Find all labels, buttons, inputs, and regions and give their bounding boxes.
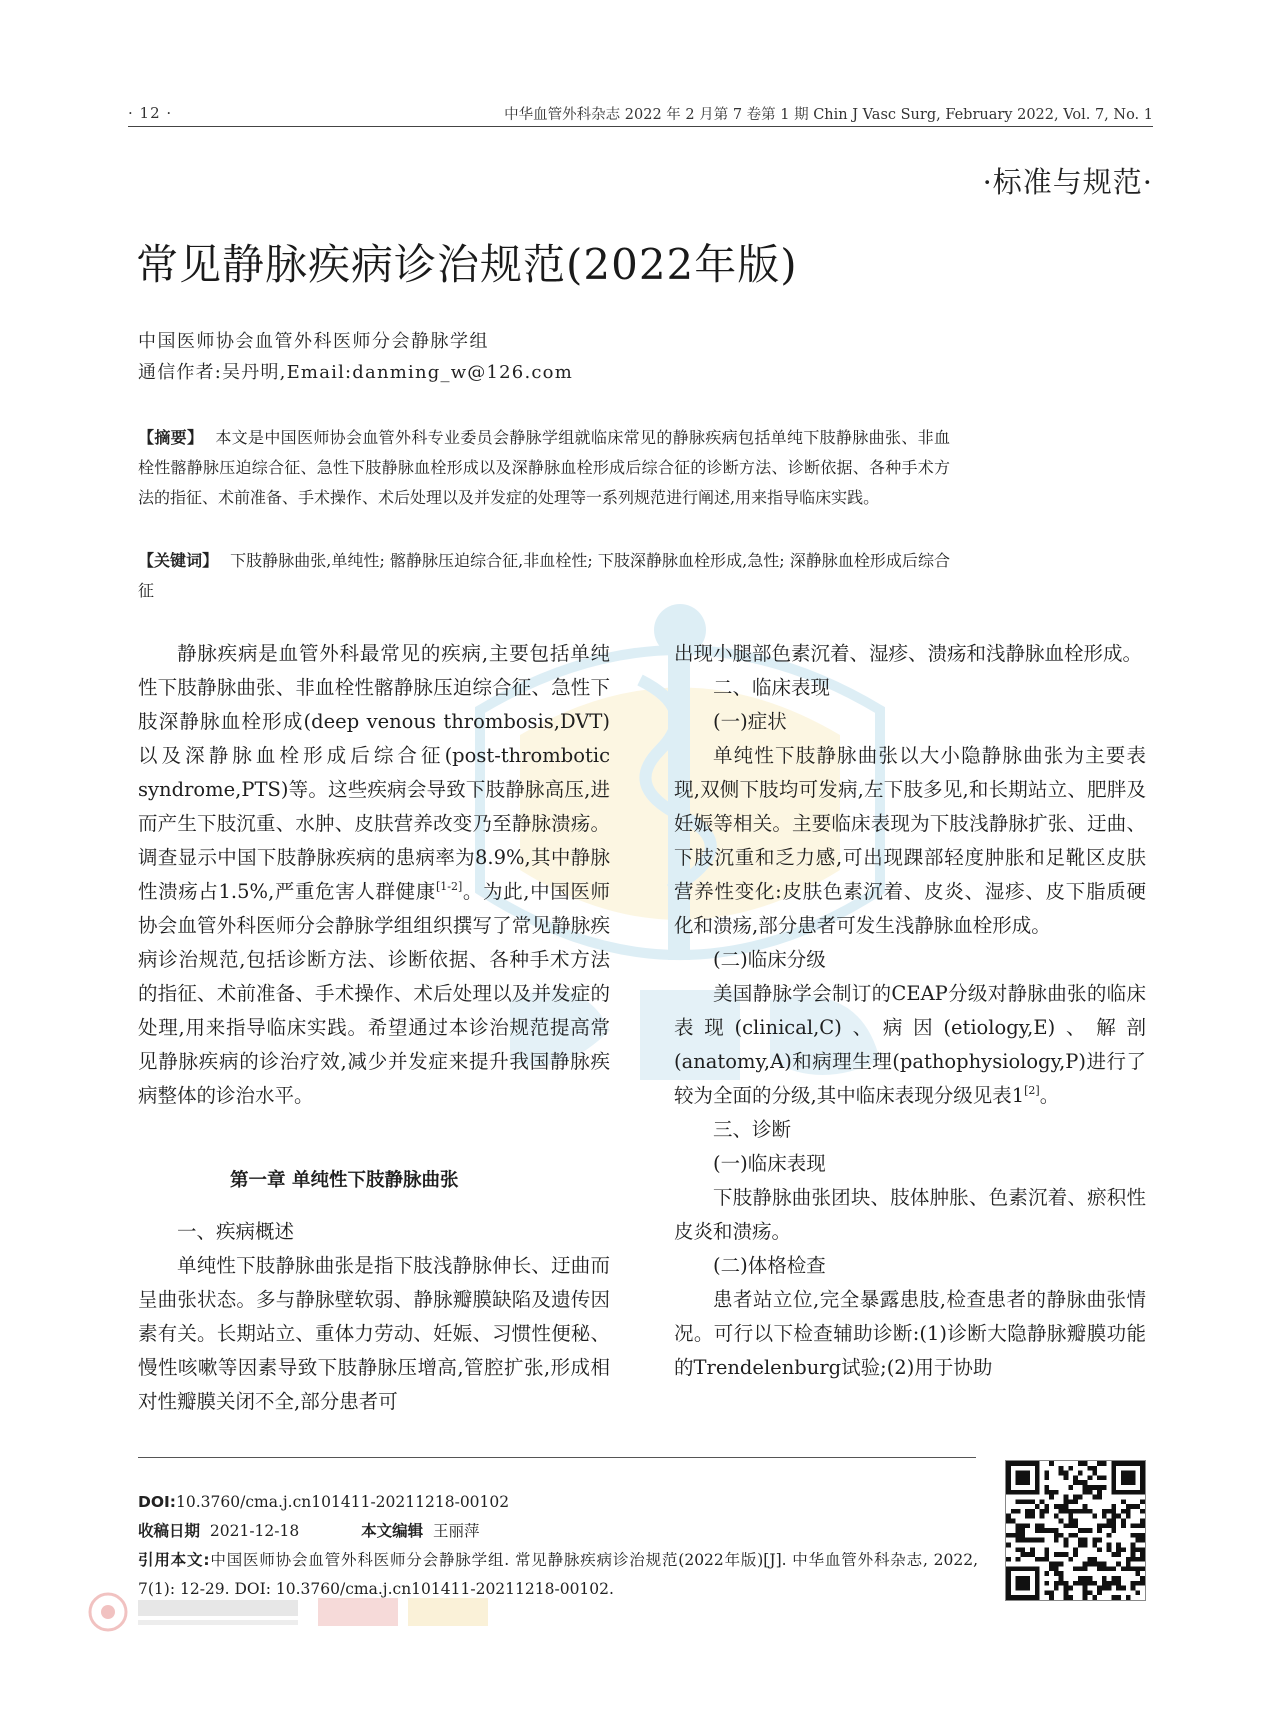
cite-label: 引用本文:	[138, 1551, 210, 1569]
paragraph: 单纯性下肢静脉曲张以大小隐静脉曲张为主要表现,双侧下肢均可发病,左下肢多见,和长期站立、肥胖及妊娠等相关。主要临床表现为下肢浅静脉扩张、迂曲、下肢沉重和乏力感,可出现踝部轻度肿胀和足靴区皮肤营养性变化:皮肤色素沉着、皮炎、湿疹、皮下脂质硬化和溃疡,部分患者可发生浅静脉血栓形成。	[674, 744, 1146, 937]
editor-name: 王丽萍	[433, 1522, 480, 1540]
corresponding-author: 通信作者:吴丹明,Email:danming_w@126.com	[138, 362, 573, 383]
section-heading: 三、诊断	[713, 1118, 792, 1141]
body-column-left	[138, 637, 610, 1419]
publisher-logo-watermark	[86, 1588, 586, 1638]
paragraph-text-b: 。	[1039, 1084, 1060, 1107]
qr-code-icon[interactable]	[1005, 1460, 1146, 1601]
paragraph-text-a: 美国静脉学会制订的CEAP分级对静脉曲张的临床表现(clinical,C)、病因(etiology,E)、解剖(anatomy,A)和病理生理(pathophysiology,P)进行了较为全面的分级,其中临床表现分级见表1	[674, 982, 1146, 1107]
received-date: 2021-12-18	[209, 1522, 300, 1540]
running-header: 中华血管外科杂志 2022 年 2 月第 7 卷第 1 期 Chin J Vasc Surg, February 2022, Vol. 7, No. 1	[504, 107, 1153, 123]
received-line	[138, 1517, 978, 1546]
affiliation: 中国医师协会血管外科医师分会静脉学组	[138, 331, 489, 352]
subsection-heading: (一)症状	[713, 710, 787, 733]
doi-value[interactable]: 10.3760/cma.j.cn101411-20211218-00102	[176, 1493, 510, 1511]
page-number: · 12 ·	[128, 104, 173, 122]
keywords-label: 【关键词】	[138, 551, 219, 570]
abstract-label: 【摘要】	[138, 428, 204, 447]
doi-line	[138, 1488, 978, 1517]
keywords	[138, 546, 950, 606]
keywords-text: 下肢静脉曲张,单纯性; 髂静脉压迫综合征,非血栓性; 下肢深静脉血栓形成,急性; 深静脉血栓形成后综合征	[138, 551, 950, 600]
chapter-heading: 第一章 单纯性下肢静脉曲张	[230, 1170, 459, 1191]
intro-text-b: 。为此,中国医师协会血管外科医师分会静脉学组组织撰写了常见静脉疾病诊治规范,包括诊断方法、诊断依据、各种手术方法的指征、术前准备、手术操作、术后处理以及并发症的处理,用来指导临床实践。希望通过本诊治规范提高常见静脉疾病的诊治疗效,减少并发症来提升我国静脉疾病整体的诊治水平。	[138, 880, 610, 1107]
doi-label: DOI:	[138, 1493, 177, 1511]
paragraph: 下肢静脉曲张团块、肢体肿胀、色素沉着、瘀积性皮炎和溃疡。	[674, 1186, 1146, 1243]
section-heading: 一、疾病概述	[177, 1220, 295, 1243]
header-rule	[128, 126, 1153, 127]
abstract-text: 本文是中国医师协会血管外科专业委员会静脉学组就临床常见的静脉疾病包括单纯下肢静脉曲张、非血栓性髂静脉压迫综合征、急性下肢静脉血栓形成以及深静脉血栓形成后综合征的诊断方法、诊断依据、各种手术方法的指征、术前准备、手术操作、术后处理以及并发症的处理等一系列规范进行阐述,用来指导临床实践。	[138, 428, 950, 507]
subsection-heading: (二)临床分级	[713, 948, 826, 971]
section-heading: 二、临床表现	[713, 676, 831, 699]
citation-ref[interactable]: [2]	[1024, 1084, 1040, 1097]
subsection-heading: (一)临床表现	[713, 1152, 826, 1175]
citation-ref[interactable]: [1-2]	[435, 880, 463, 893]
paragraph	[674, 977, 1146, 1113]
received-label: 收稿日期	[138, 1522, 201, 1540]
footer-rule	[138, 1457, 976, 1458]
column-label: ·标准与规范·	[982, 165, 1153, 199]
paragraph: 单纯性下肢静脉曲张是指下肢浅静脉伸长、迂曲而呈曲张状态。多与静脉壁软弱、静脉瓣膜缺陷及遗传因素有关。长期站立、重体力劳动、妊娠、习惯性便秘、慢性咳嗽等因素导致下肢静脉压增高,管腔扩张,形成相对性瓣膜关闭不全,部分患者可	[138, 1254, 610, 1413]
intro-paragraph	[138, 637, 610, 1113]
article-title: 常见静脉疾病诊治规范(2022年版)	[136, 240, 798, 289]
subsection-heading: (二)体格检查	[713, 1254, 826, 1277]
intro-text-a: 静脉疾病是血管外科最常见的疾病,主要包括单纯性下肢静脉曲张、非血栓性髂静脉压迫综合征、急性下肢深静脉血栓形成(deep venous thrombosis,DVT)以及深静脉血栓形成后综合征(post-thrombotic syndrome,PTS)等。这些疾病会导致下肢静脉高压,进而产生下肢沉重、水肿、皮肤营养改变乃至静脉溃疡。调查显示中国下肢静脉疾病的患病率为8.9%,其中静脉性溃疡占1.5%,严重危害人群健康	[138, 642, 610, 903]
paragraph: 出现小腿部色素沉着、湿疹、溃疡和浅静脉血栓形成。	[674, 642, 1143, 665]
body-column-right	[674, 637, 1146, 1385]
editor-label: 本文编辑	[361, 1522, 424, 1540]
cite-text: 中国医师协会血管外科医师分会静脉学组. 常见静脉疾病诊治规范(2022年版)[J]. 中华血管外科杂志, 2022, 7(1): 12-29. DOI: 10.3760/cma.j.cn101411-20211218-00102.	[138, 1551, 978, 1598]
abstract	[138, 423, 950, 513]
paragraph: 患者站立位,完全暴露患肢,检查患者的静脉曲张情况。可行以下检查辅助诊断:(1)诊断大隐静脉瓣膜功能的Trendelenburg试验;(2)用于协助	[674, 1288, 1146, 1379]
